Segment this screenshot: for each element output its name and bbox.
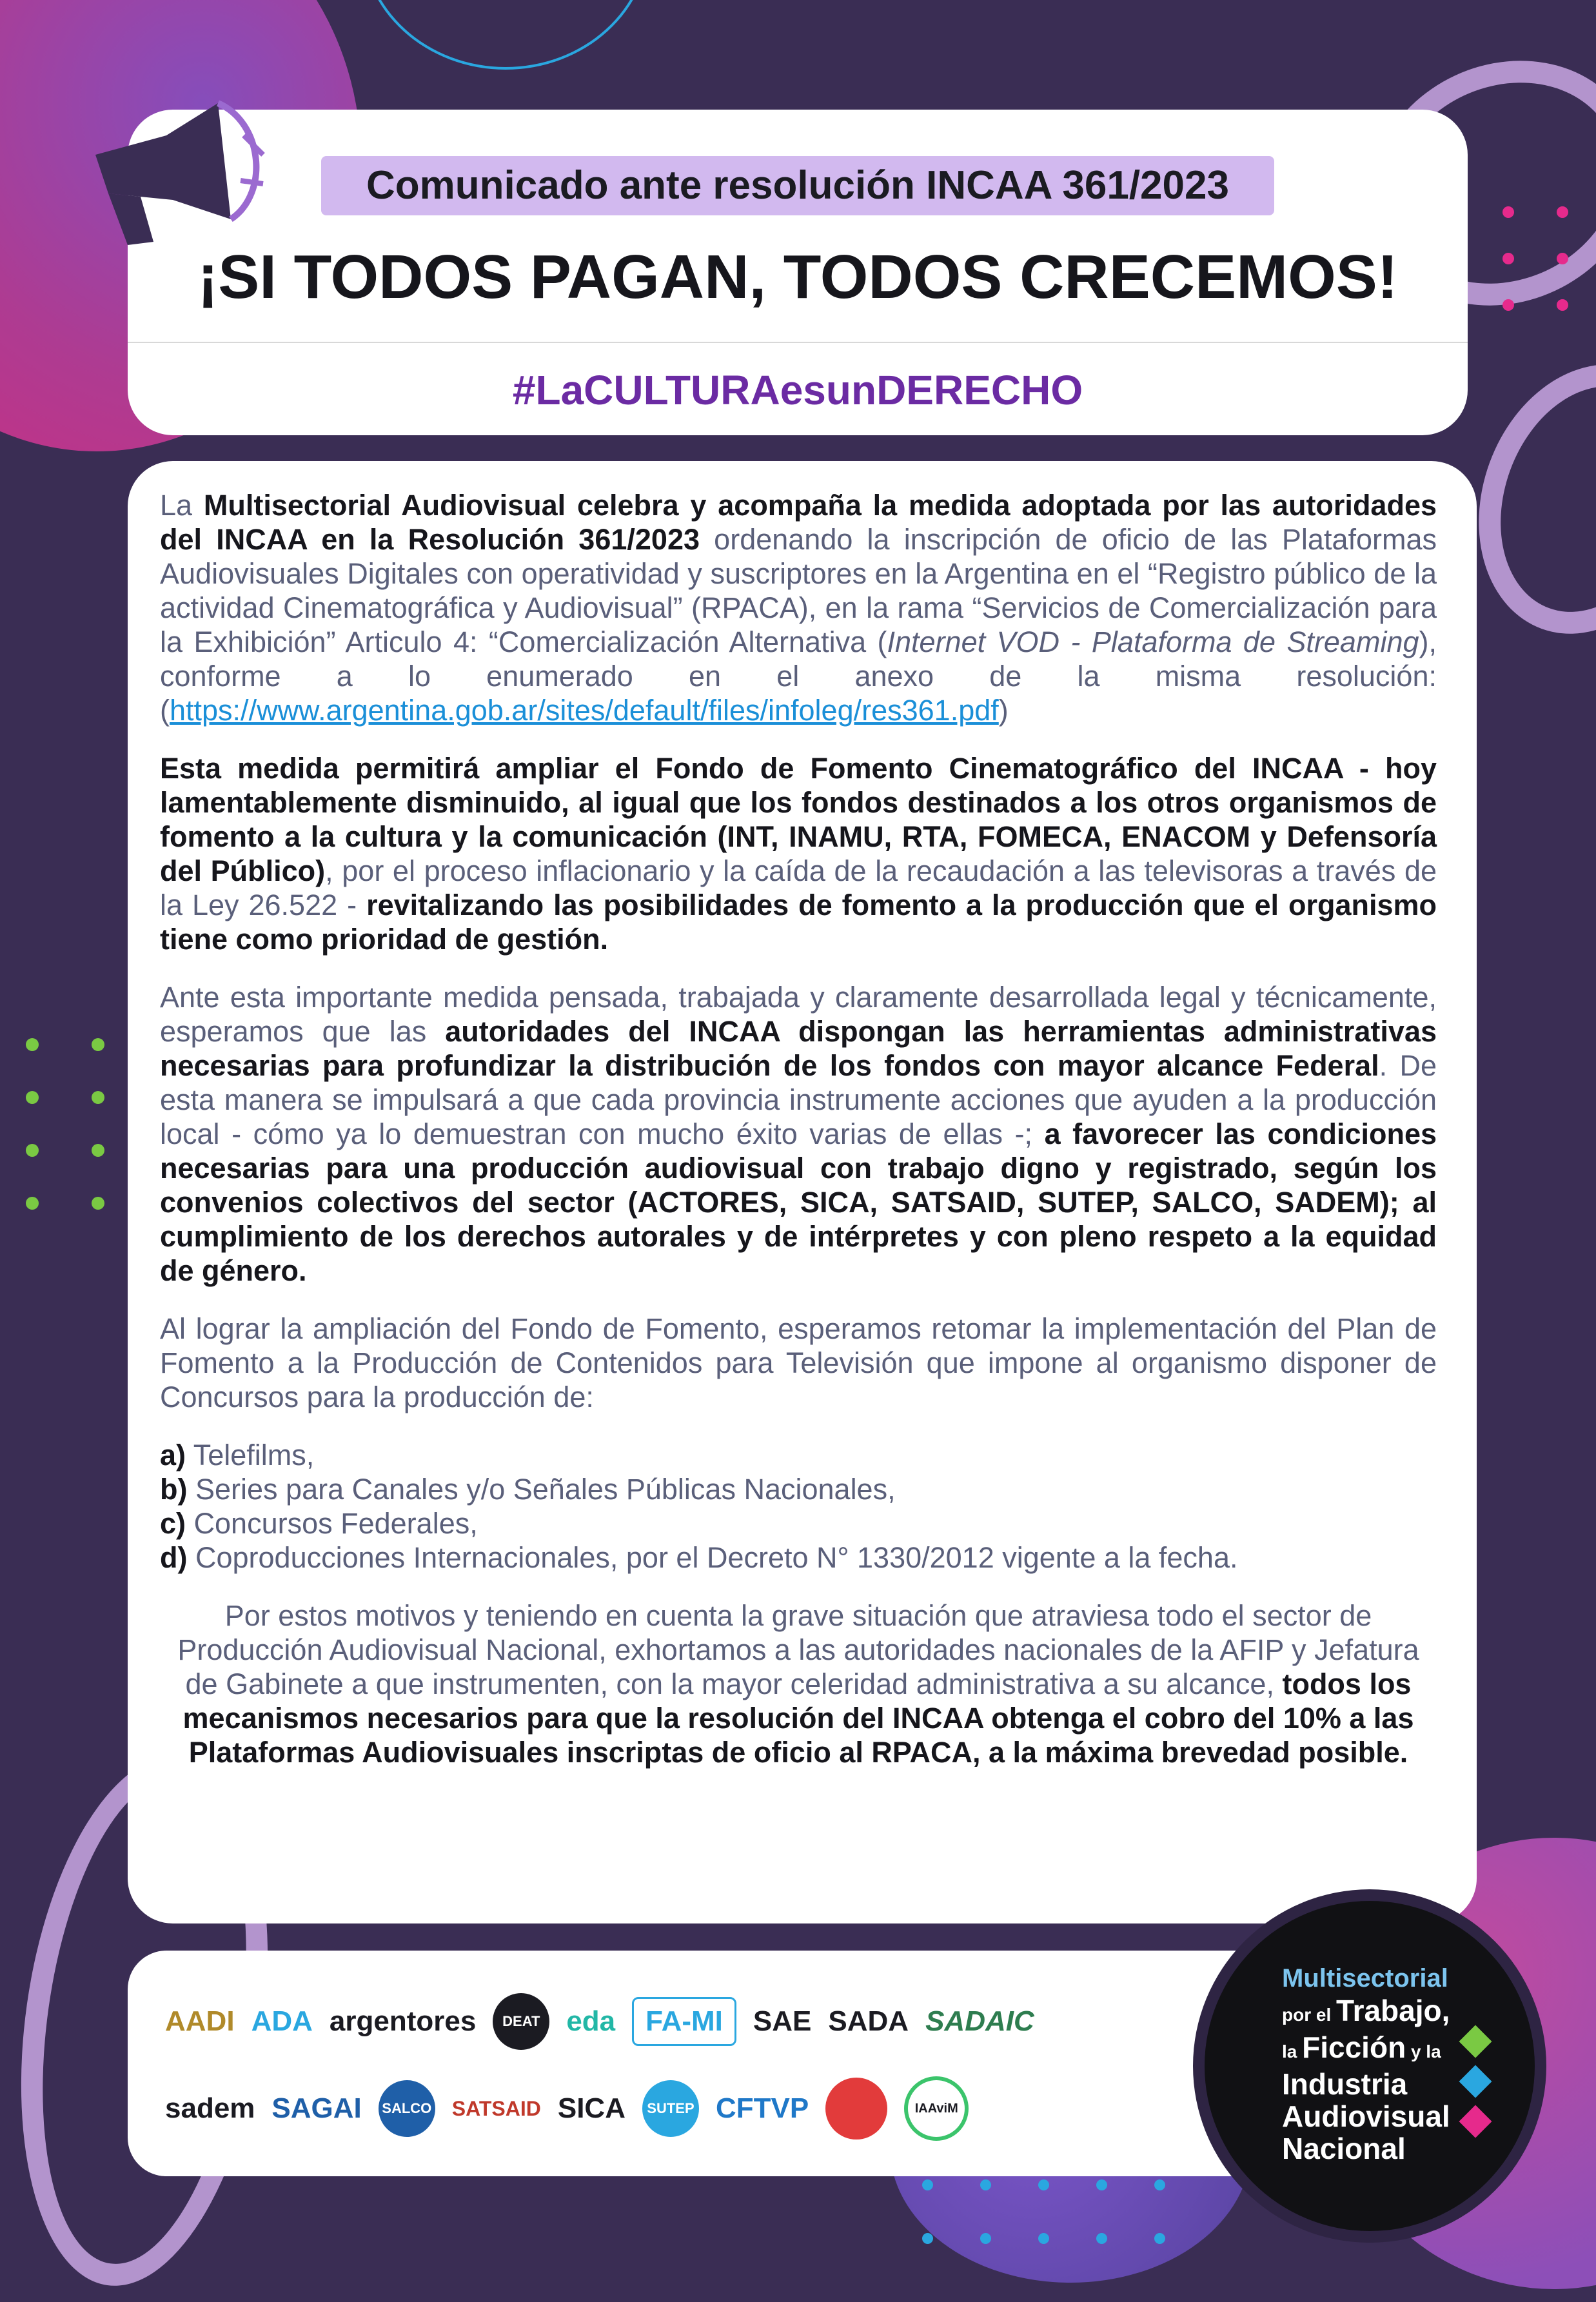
logo-ada: ADA <box>251 2005 313 2037</box>
divider <box>128 342 1468 343</box>
decorative-dots-blue <box>922 2179 1166 2244</box>
statement-text <box>160 488 1437 1793</box>
logo-red-seal <box>825 2078 887 2140</box>
paragraph-5: Por estos motivos y teniendo en cuenta la grave situación que atraviesa todo el sector de Producción Audiovisual Nacional, exhortamos a las autoridades nacionales de la AFIP y Jefatura de Gabinete a que instrumenten, con la mayor celeridad administrativa a su alcance, todos los mecanismos necesarios para que la resolución del INCAA obtenga el cobro del 10% a las Plataformas Audiovisuales inscriptas de oficio al RPACA, a la máxima brevedad posible. <box>177 1599 1419 1769</box>
header-card <box>128 110 1468 435</box>
list-item: a) Telefilms, <box>160 1439 315 1471</box>
paragraph-3: Ante esta importante medida pensada, trabajada y claramente desarrollada legal y técnicamente, esperamos que las autoridades del INCAA dispongan las herramientas administrativas necesarias para profundizar la distribución de los fondos con mayor alcance Federal. De esta manera se impulsará a que cada provincia instrumente acciones que ayuden a la producción local - cómo ya lo demuestran con mucho éxito varias de ellas -; a favorecer las condiciones necesarias para una producción audiovisual con trabajo digno y registrado, según los convenios colectivos del sector (ACTORES, SICA, SATSAID, SUTEP, SALCO, SADEM); al cumplimiento de los derechos autorales y de intérpretes y con pleno respeto a la equidad de género. <box>160 981 1437 1287</box>
logo-eda: eda <box>566 2005 616 2037</box>
contest-list <box>160 1438 1437 1575</box>
logo-sae: SAE <box>753 2005 812 2037</box>
logo-sutep: SUTEP <box>642 2080 699 2137</box>
decorative-dots-pink <box>1502 206 1596 311</box>
logo-sagai: SAGAI <box>271 2092 362 2124</box>
paragraph-1: La Multisectorial Audiovisual celebra y acompaña la medida adoptada por las autoridades del INCAA en la Resolución 361/2023 ordenando la inscripción de oficio de las Plataformas Audiovisuales Digitales con operatividad y suscriptores en la Argentina en el “Registro público de la actividad Cinematográfica y Audiovisual” (RPACA), en la rama “Servicios de Comercialización para la Exhibición” Articulo 4: “Comercialización Alternativa (Internet VOD - Plataforma de Streaming), conforme a lo enumerado en el anexo de la misma resolución: (https://www.argentina.gob.ar/sites/default/files/infoleg/res361.pdf) <box>160 489 1437 727</box>
hashtag: #LaCULTURAesunDERECHO <box>512 367 1083 413</box>
logo-salco: SALCO <box>379 2080 435 2137</box>
headline: ¡SI TODOS PAGAN, TODOS CRECEMOS! <box>197 242 1398 311</box>
paragraph-4: Al lograr la ampliación del Fondo de Fomento, esperamos retomar la implementación del Plan de Fomento a la Producción de Contenidos para Televisión que impone al organismo disponer de Concursos para la producción de: <box>160 1312 1437 1413</box>
logos-row-2 <box>165 2076 969 2141</box>
communique-title: Comunicado ante resolución INCAA 361/2023 <box>321 156 1274 215</box>
list-item: d) Coproducciones Internacionales, por el Decreto N° 1330/2012 vigente a la fecha. <box>160 1541 1238 1574</box>
logo-iaavim: IAAviM <box>904 2076 969 2141</box>
badge-text: Multisectorial por el Trabajo, la Ficción y la Industria Audiovisual Nacional <box>1282 1964 1450 2165</box>
logo-sada: SADA <box>828 2005 909 2037</box>
logo-cftvp: CFTVP <box>715 2092 809 2124</box>
logo-satsaid: SATSAID <box>451 2097 541 2120</box>
logo-sica: SICA <box>557 2092 626 2124</box>
member-logos-card <box>128 1951 1321 2176</box>
decorative-ring <box>361 0 650 70</box>
logo-aadi: AADI <box>165 2005 235 2037</box>
logo-fa-mi: FA-MI <box>632 1997 736 2046</box>
statement-card <box>128 461 1477 1923</box>
megaphone-icon <box>70 97 276 264</box>
resolution-link[interactable]: https://www.argentina.gob.ar/sites/default/files/infoleg/res361.pdf <box>170 694 999 727</box>
logo-deat: DEAT <box>493 1993 549 2050</box>
logo-sadaic: SADAIC <box>925 2005 1034 2037</box>
multisectorial-badge <box>1205 1901 1535 2231</box>
list-item: b) Series para Canales y/o Señales Públicas Nacionales, <box>160 1473 896 1506</box>
paragraph-2: Esta medida permitirá ampliar el Fondo de Fomento Cinematográfico del INCAA - hoy lamentablemente disminuido, al igual que los fondos destinados a los otros organismos de fomento a la cultura y la comunicación (INT, INAMU, RTA, FOMECA, ENACOM y Defensoría del Público), por el proceso inflacionario y la caída de la recaudación a las televisoras a través de la Ley 26.522 - revitalizando las posibilidades de fomento a la producción que el organismo tiene como prioridad de gestión. <box>160 752 1437 956</box>
decorative-dots-green <box>26 1038 106 1210</box>
logo-sadem: sadem <box>165 2092 255 2124</box>
logo-argentores: argentores <box>329 2005 477 2037</box>
list-item: c) Concursos Federales, <box>160 1507 478 1540</box>
logos-row-1 <box>165 1989 1034 2054</box>
